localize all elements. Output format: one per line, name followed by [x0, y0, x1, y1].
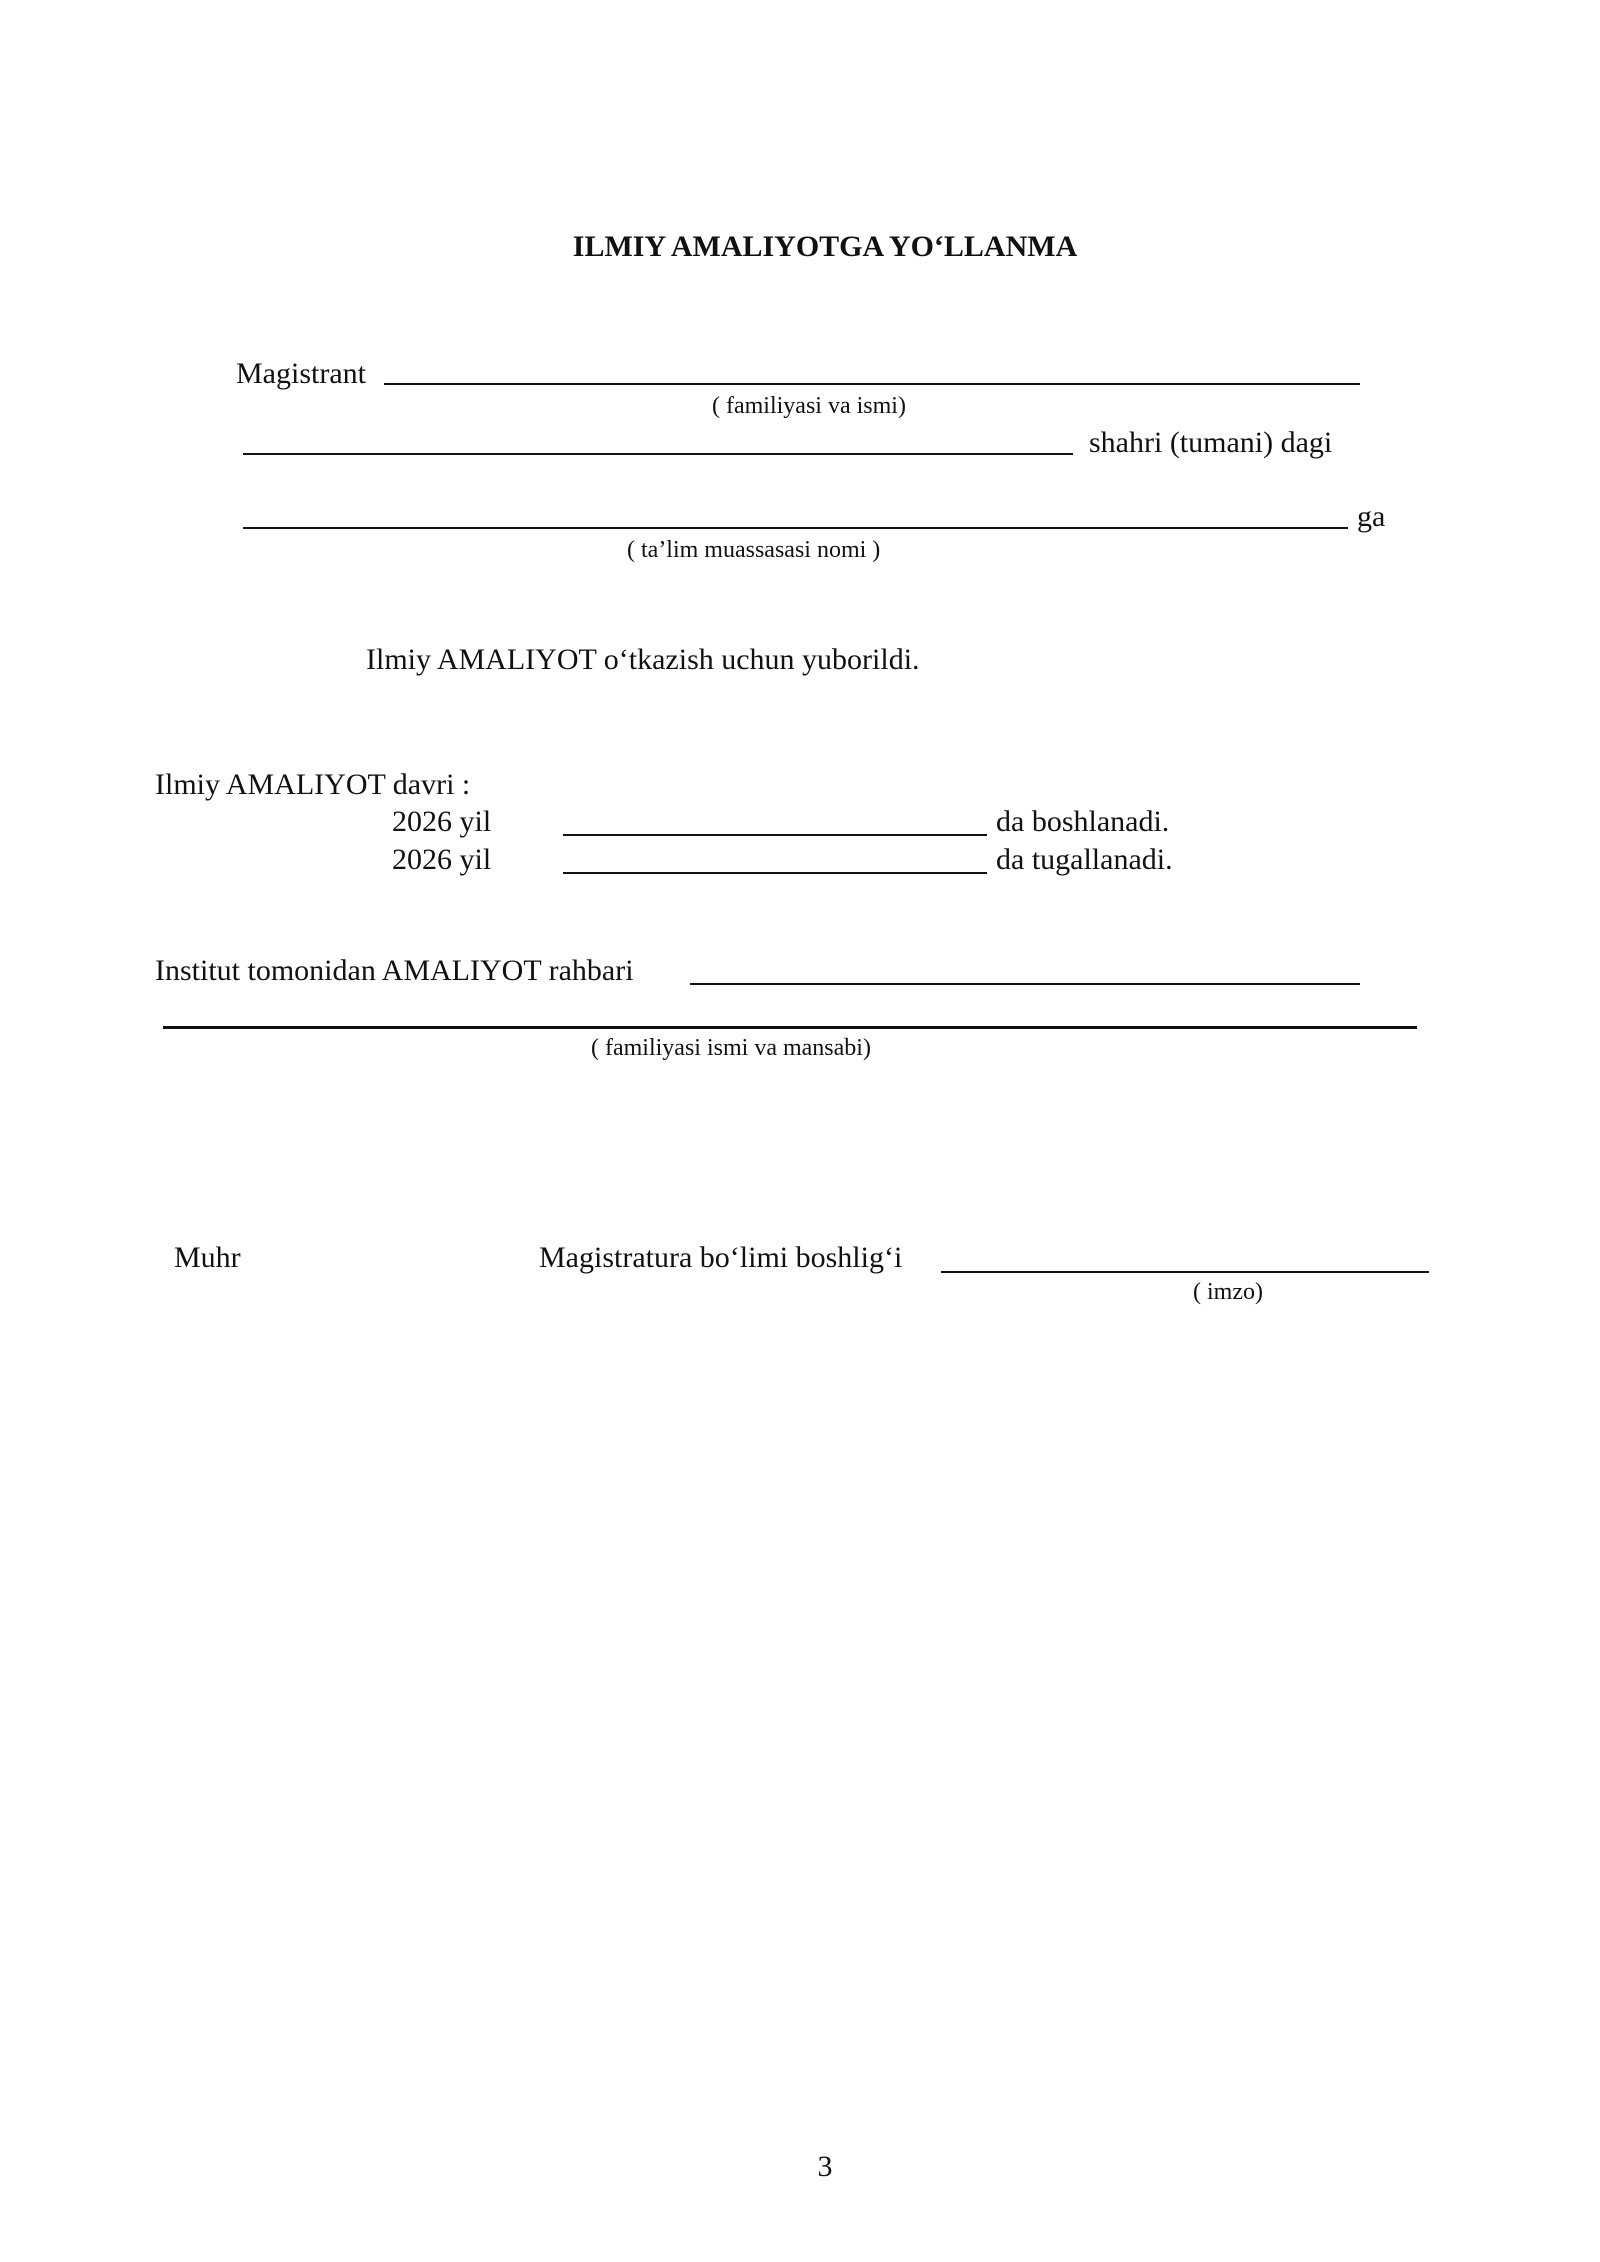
- institution-line[interactable]: [243, 527, 1348, 529]
- signature-caption: ( imzo): [1193, 1279, 1263, 1305]
- city-line[interactable]: [243, 453, 1073, 455]
- sent-sentence: Ilmiy AMALIYOT o‘tkazish uchun yuborildi.: [366, 643, 920, 676]
- document-title: ILMIY AMALIYOTGA YO‘LLANMA: [572, 230, 1078, 263]
- head-label: Magistratura bo‘limi boshlig‘i: [539, 1241, 903, 1274]
- end-suffix: da tugallanadi.: [996, 843, 1173, 876]
- magistrant-label: Magistrant: [236, 357, 366, 390]
- start-date-line[interactable]: [563, 834, 987, 836]
- supervisor-position-line[interactable]: [163, 1026, 1417, 1029]
- start-year: 2026 yil: [392, 805, 492, 838]
- end-date-line[interactable]: [563, 872, 987, 874]
- start-suffix: da boshlanadi.: [996, 805, 1170, 838]
- signature-line[interactable]: [941, 1271, 1429, 1273]
- city-suffix: shahri (tumani) dagi: [1089, 426, 1333, 459]
- stamp-label: Muhr: [174, 1241, 241, 1274]
- magistrant-caption: ( familiyasi va ismi): [712, 393, 906, 419]
- supervisor-caption: ( familiyasi ismi va mansabi): [591, 1035, 871, 1061]
- magistrant-name-line[interactable]: [384, 383, 1360, 385]
- supervisor-name-line[interactable]: [690, 983, 1360, 985]
- page-number: 3: [817, 2150, 833, 2183]
- end-year: 2026 yil: [392, 843, 492, 876]
- supervisor-label: Institut tomonidan AMALIYOT rahbari: [155, 954, 634, 987]
- institution-suffix: ga: [1357, 500, 1386, 533]
- period-label: Ilmiy AMALIYOT davri :: [155, 768, 471, 801]
- institution-caption: ( ta’lim muassasasi nomi ): [627, 537, 881, 563]
